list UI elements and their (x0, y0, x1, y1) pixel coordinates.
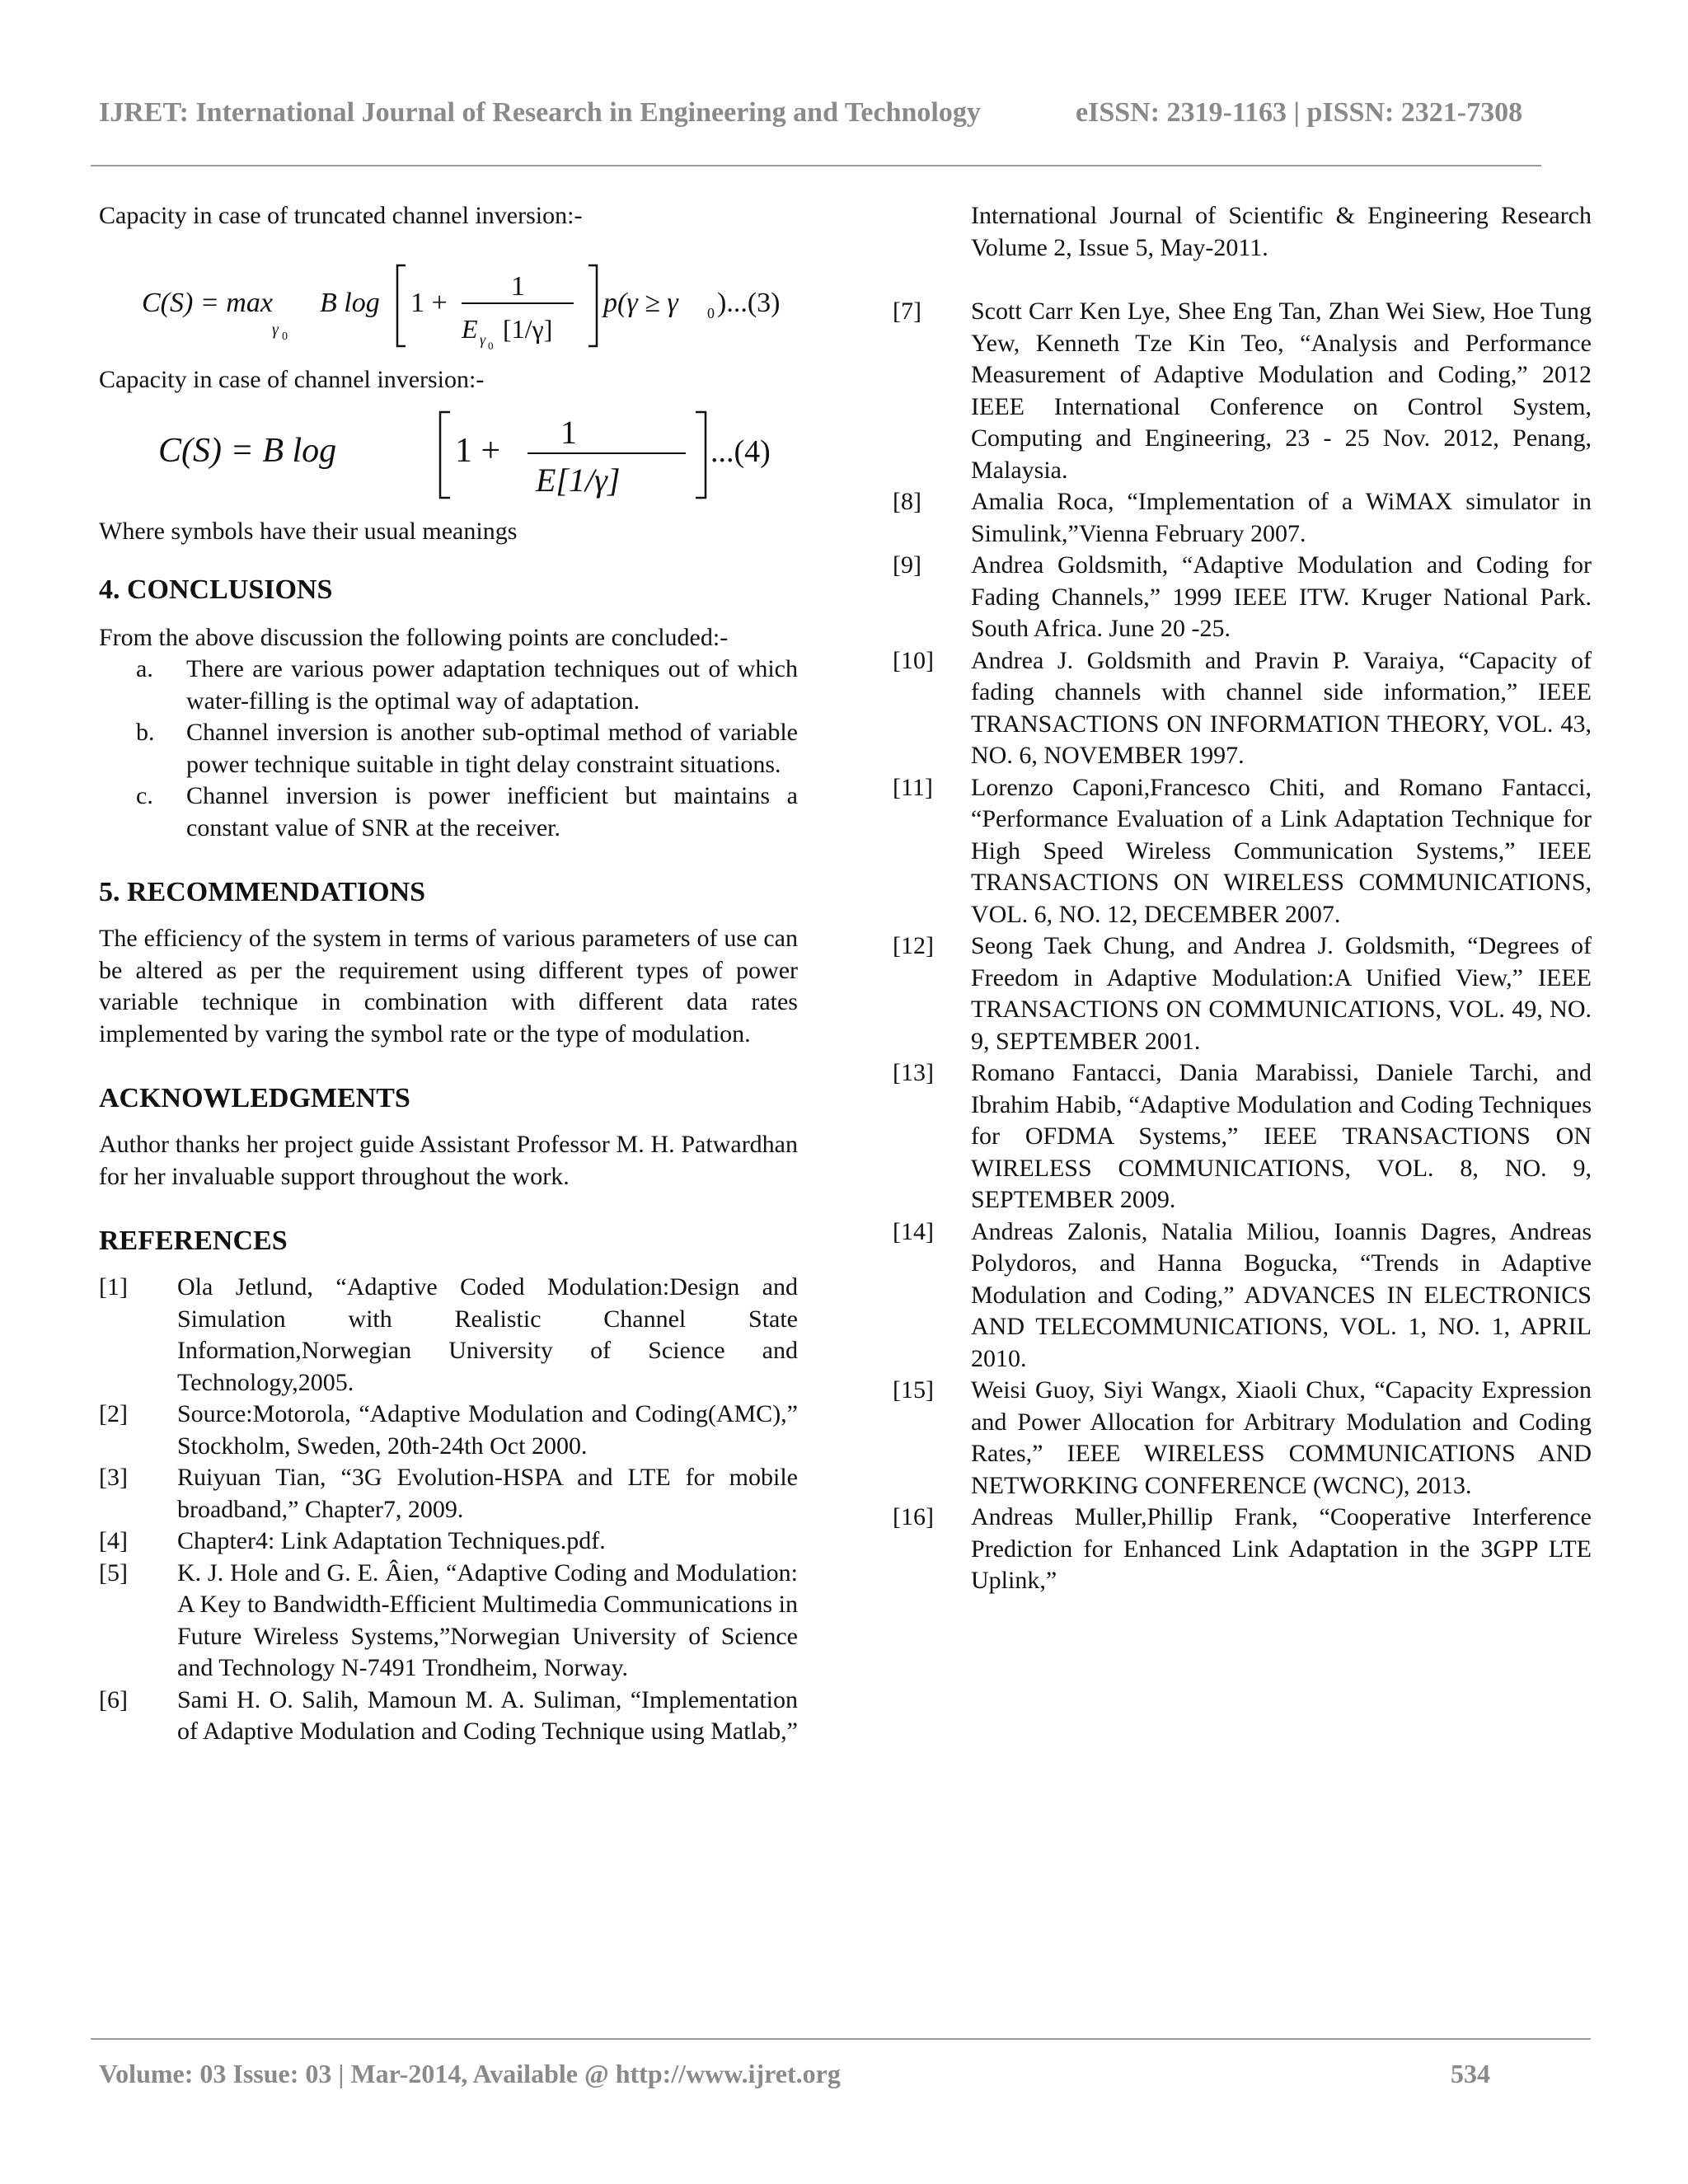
reference-number: [6] (99, 1685, 128, 1713)
list-item-text: There are various power adaptation techniques out of which water-filling is the optimal way of adaptation. (186, 655, 798, 715)
reference-number: [16] (893, 1503, 934, 1530)
reference-text: Romano Fantacci, Dania Marabissi, Daniele Tarchi, and Ibrahim Habib, “Adaptive Modulation and Coding Techniques for OFDMA Systems,” IEEE TRANSACTIONS ON WIRELESS COMMUNICATIONS, VOL. 8, NO. 9, SEPTEMBER 2009. (971, 1059, 1592, 1213)
reference-item (893, 1216, 1592, 1376)
reference-text: Weisi Guoy, Siyi Wangx, Xiaoli Chux, “Capacity Expression and Power Allocation for Arbitrary Modulation and Coding Rates,” IEEE WIRELESS COMMUNICATIONS AND NETWORKING CONFERENCE (WCNC), 2013. (971, 1376, 1592, 1499)
recommendations-heading: 5. RECOMMENDATIONS (99, 877, 426, 907)
reference-item (99, 1558, 798, 1685)
references-list-left (99, 1272, 798, 1748)
reference-number: [2] (99, 1400, 128, 1427)
reference-item (99, 1462, 798, 1526)
reference-item (893, 645, 1592, 772)
eq4-lhs: C(S) = B log (158, 432, 337, 470)
eq3-prob: p(γ ≥ γ (603, 287, 678, 318)
eq3-prob-sub0: 0 (707, 304, 715, 321)
conclusions-intro: From the above discussion the following points are concluded:- (99, 623, 729, 651)
page-number: 534 (1451, 2059, 1490, 2088)
equation-4-graphic (99, 396, 798, 511)
acknowledgments-text: Author thanks her project guide Assistant Professor M. H. Patwardhan for her invaluable support throughout the work. (99, 1131, 798, 1190)
reference-item (893, 550, 1592, 645)
eq3-numerator: 1 (511, 270, 525, 302)
list-item (99, 717, 798, 780)
eq4-plus: 1 + (455, 432, 501, 470)
conclusions-list (99, 654, 798, 844)
list-item (99, 654, 798, 717)
list-marker: a. (136, 655, 153, 682)
reference-text: Andreas Zalonis, Natalia Miliou, Ioannis Dagres, Andreas Polydoros, and Hanna Bogucka, “Trends in Adaptive Modulation and Coding,” ADVANCES IN ELECTRONICS AND TELECOMMUNICATIONS, VOL. 1, NO. 1, APRIL 2010. (971, 1217, 1592, 1372)
eq3-den-sub: γ (480, 330, 486, 348)
eq4-numerator: 1 (560, 414, 577, 451)
references-list-right (893, 200, 1592, 1597)
reference-item (893, 296, 1592, 486)
reference-item (99, 1685, 798, 1748)
left-column (99, 200, 798, 1748)
reference-text: Source:Motorola, “Adaptive Modulation and Coding(AMC),” Stockholm, Sweden, 20th-24th Oct 2000. (177, 1400, 798, 1460)
reference-text: Andreas Muller,Phillip Frank, “Cooperative Interference Prediction for Enhanced Link Adaptation in the 3GPP LTE Uplink,” (971, 1503, 1592, 1594)
reference-item (893, 486, 1592, 550)
reference-item (99, 1272, 798, 1399)
footer-text: Volume: 03 Issue: 03 | Mar-2014, Available @ http://www.ijret.org (99, 2059, 841, 2088)
header-rule (91, 165, 1541, 166)
eq4-tail: ...(4) (710, 434, 771, 469)
reference-text: Chapter4: Link Adaptation Techniques.pdf. (177, 1527, 606, 1554)
reference-continuation: International Journal of Scientific & Engineering Research Volume 2, Issue 5, May-2011. (971, 202, 1592, 261)
eq4-denominator: E[1/γ] (536, 462, 621, 499)
reference-item (99, 1399, 798, 1462)
reference-number: [13] (893, 1059, 934, 1086)
reference-text: Andrea Goldsmith, “Adaptive Modulation and Coding for Fading Channels,” 1999 IEEE ITW. Kruger National Park. South Africa. June 20 -25. (971, 551, 1592, 642)
eq3-tail: )...(3) (717, 287, 781, 318)
reference-item (893, 772, 1592, 931)
list-item (99, 780, 798, 844)
reference-item (893, 1057, 1592, 1216)
list-item-text: Channel inversion is power inefficient but maintains a constant value of SNR at the receiver. (186, 782, 798, 841)
reference-number: [5] (99, 1558, 128, 1586)
reference-number: [10] (893, 646, 934, 674)
eq3-den-sub0: 0 (488, 339, 494, 352)
reference-text: Andrea J. Goldsmith and Pravin P. Varaiya, “Capacity of fading channels with channel side information,” IEEE TRANSACTIONS ON INFORMATION THEORY, VOL. 43, NO. 6, NOVEMBER 1997. (971, 646, 1592, 769)
reference-text: Ruiyuan Tian, “3G Evolution-HSPA and LTE for mobile broadband,” Chapter7, 2009. (177, 1464, 798, 1523)
eq3-den-arg: [1/γ] (503, 313, 553, 344)
list-marker: b. (136, 719, 155, 746)
reference-text: Ola Jetlund, “Adaptive Coded Modulation:Design and Simulation with Realistic Channel State Information,Norwegian University of Science and Technology,2005. (177, 1273, 798, 1396)
list-marker: c. (136, 782, 153, 809)
reference-number: [1] (99, 1273, 128, 1301)
symbols-note: Where symbols have their usual meanings (99, 518, 518, 545)
eq3-blog: B log (320, 287, 380, 318)
equation-3 (99, 232, 798, 364)
reference-text: Seong Taek Chung, and Andrea J. Goldsmith, “Degrees of Freedom in Adaptive Modulation:A Unified View,” IEEE TRANSACTIONS ON COMMUNICATIONS, VOL. 49, NO. 9, SEPTEMBER 2001. (971, 932, 1592, 1055)
eq3-den-E: E (462, 313, 478, 344)
reference-item (893, 1502, 1592, 1597)
reference-text: Amalia Roca, “Implementation of a WiMAX simulator in Simulink,”Vienna February 2007. (971, 488, 1592, 547)
equation-3-graphic (99, 232, 798, 364)
reference-number: [4] (99, 1527, 128, 1554)
references-heading: REFERENCES (99, 1226, 288, 1256)
reference-item (893, 930, 1592, 1057)
reference-number: [11] (893, 773, 933, 801)
recommendations-text: The efficiency of the system in terms of various parameters of use can be altered as per the requirement using different types of power variable technique in combination with different data rates implemented by varing the symbol rate or the type of modulation. (99, 925, 798, 1047)
journal-title: IJRET: International Journal of Research in Engineering and Technology (99, 97, 981, 128)
reference-item (99, 1526, 798, 1558)
reference-number: [7] (893, 298, 921, 325)
reference-text: Lorenzo Caponi,Francesco Chiti, and Romano Fantacci, “Performance Evaluation of a Link Adaptation Technique for High Speed Wireless Communication Systems,” IEEE TRANSACTIONS ON WIRELESS COMMUNICATIONS, VOL. 6, NO. 12, DECEMBER 2007. (971, 773, 1592, 928)
reference-item (893, 1375, 1592, 1502)
reference-number: [8] (893, 488, 921, 515)
reference-text: Sami H. O. Salih, Mamoun M. A. Suliman, “Implementation of Adaptive Modulation and Coding Technique using Matlab,” (177, 1685, 798, 1745)
eq3-max-sub0: 0 (282, 330, 288, 343)
equation-4 (99, 396, 798, 511)
eq3-max-sub: γ (272, 320, 279, 339)
list-item-text: Channel inversion is another sub-optimal method of variable power technique suitable in tight delay constraint situations. (186, 719, 798, 778)
issn-label: eISSN: 2319-1163 | pISSN: 2321-7308 (1076, 97, 1523, 128)
eq3-intro: Capacity in case of truncated channel inversion:- (99, 202, 583, 229)
eq3-lhs: C(S) = max (142, 287, 273, 318)
acknowledgments-heading: ACKNOWLEDGMENTS (99, 1083, 410, 1113)
right-column (893, 200, 1592, 1597)
footer-rule (91, 2038, 1591, 2040)
reference-number: [14] (893, 1217, 934, 1245)
eq4-intro: Capacity in case of channel inversion:- (99, 365, 485, 393)
reference-item-continued (893, 200, 1592, 296)
reference-number: [12] (893, 932, 934, 959)
reference-number: [3] (99, 1464, 128, 1491)
conclusions-heading: 4. CONCLUSIONS (99, 574, 333, 605)
reference-text: K. J. Hole and G. E. Âien, “Adaptive Coding and Modulation: A Key to Bandwidth-Efficient Multimedia Communications in Future Wireless Systems,”Norwegian University of Science and Technology N-7491 Trondheim, Norway. (177, 1558, 798, 1681)
reference-number: [15] (893, 1376, 934, 1404)
eq3-plus: 1 + (410, 287, 448, 318)
reference-text: Scott Carr Ken Lye, Shee Eng Tan, Zhan Wei Siew, Hoe Tung Yew, Kenneth Tze Kin Teo, “Analysis and Performance Measurement of Adaptive Modulation and Coding,” 2012 IEEE International Conference on Control System, Computing and Engineering, 23 - 25 Nov. 2012, Penang, Malaysia. (971, 298, 1592, 484)
reference-number: [9] (893, 551, 921, 579)
